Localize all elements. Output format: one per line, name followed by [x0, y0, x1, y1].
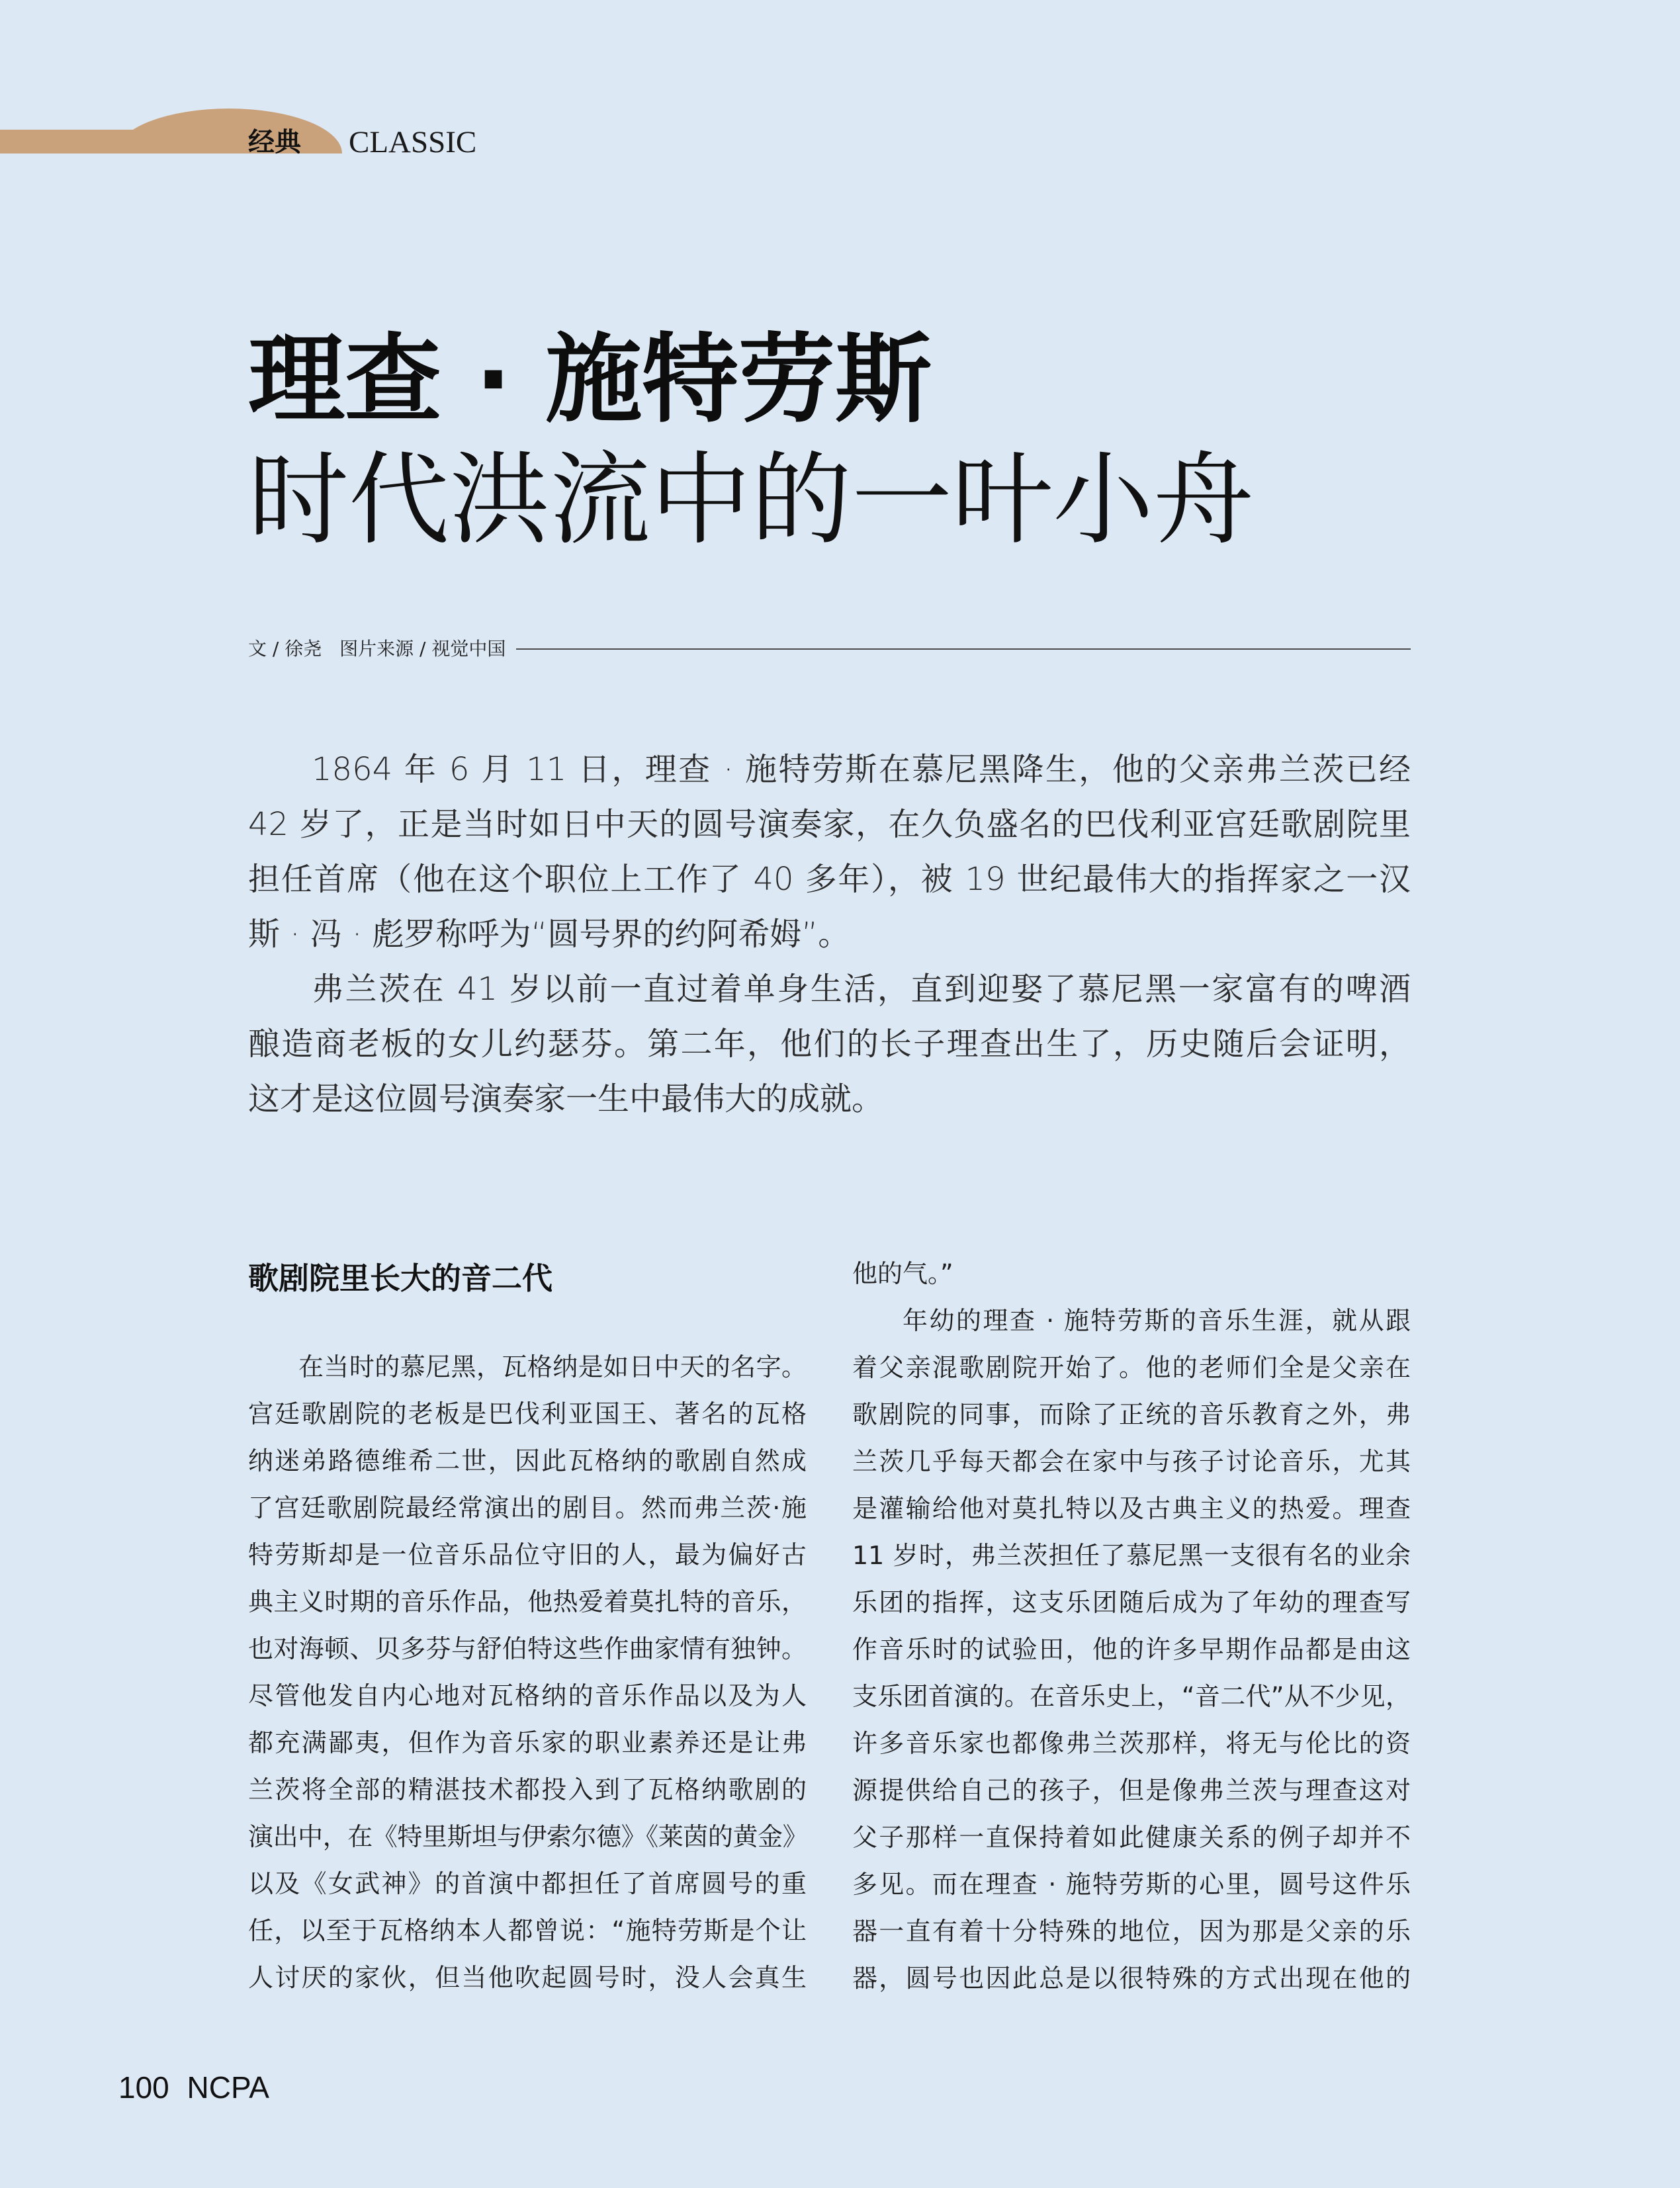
column-2-line: 兰茨几乎每天都会在家中与孩子讨论音乐，尤其 [852, 1447, 1411, 1476]
column-1-line: 演出中，在《特里斯坦与伊索尔德》《莱茵的黄金》 [248, 1822, 807, 1851]
column-1-line: 了宫廷歌剧院最经常演出的剧目。然而弗兰茨·施 [248, 1493, 807, 1522]
column-2-line: 着父亲混歌剧院开始了。他的老师们全是父亲在 [852, 1353, 1411, 1382]
column-2-line: 年幼的理查 · 施特劳斯的音乐生涯，就从跟 [903, 1306, 1411, 1335]
column-2-line: 11 岁时，弗兰茨担任了慕尼黑一支很有名的业余 [852, 1541, 1411, 1570]
column-2-line: 多见。而在理查 · 施特劳斯的心里，圆号这件乐 [852, 1870, 1411, 1899]
column-2-line: 他的气。” [852, 1259, 953, 1288]
byline-photo-credit: 图片来源 / 视觉中国 [339, 638, 506, 660]
column-1-line: 任，以至于瓦格纳本人都曾说：“施特劳斯是个让 [248, 1916, 807, 1945]
column-2-line: 作音乐时的试验田，他的许多早期作品都是由这 [852, 1635, 1411, 1664]
column-2-line: 器一直有着十分特殊的地位，因为那是父亲的乐 [852, 1917, 1411, 1946]
column-1-line: 典主义时期的音乐作品，他热爱着莫扎特的音乐， [248, 1587, 807, 1616]
byline-divider [516, 648, 1411, 650]
intro-line: 斯 · 冯 · 彪罗称呼为“圆号界的约阿希姆”。 [248, 916, 850, 953]
column-1-line: 特劳斯却是一位音乐品位守旧的人，最为偏好古 [248, 1540, 807, 1569]
intro-line: 42 岁了，正是当时如日中天的圆号演奏家，在久负盛名的巴伐利亚宫廷歌剧院里 [248, 806, 1411, 843]
intro-line: 酿造商老板的女儿约瑟芬。第二年，他们的长子理查出生了，历史随后会证明， [248, 1026, 1411, 1063]
page-number: 100 [118, 2070, 169, 2105]
article-subtitle: 时代洪流中的一叶小舟 [248, 441, 1254, 558]
text-column-1 [248, 1344, 807, 2001]
page-footer [118, 2070, 269, 2105]
text-column-2 [852, 1250, 1411, 2002]
column-2-line: 乐团的指挥，这支乐团随后成为了年幼的理查写 [852, 1588, 1411, 1617]
intro [248, 742, 1411, 1127]
intro-line: 弗兰茨在 41 岁以前一直过着单身生活，直到迎娶了慕尼黑一家富有的啤酒 [312, 971, 1411, 1008]
publication-name: NCPA [187, 2070, 269, 2105]
section-name-en: CLASSIC [349, 125, 477, 159]
column-1-line: 在当时的慕尼黑，瓦格纳是如日中天的名字。 [298, 1352, 807, 1381]
intro-line: 担任首席（他在这个职位上工作了 40 多年），被 19 世纪最伟大的指挥家之一汉 [248, 861, 1411, 898]
column-1-line: 以及《女武神》的首演中都担任了首席圆号的重 [248, 1869, 807, 1898]
column-1-line: 人讨厌的家伙，但当他吹起圆号时，没人会真生 [248, 1963, 807, 1992]
column-1-line: 纳迷弟路德维希二世，因此瓦格纳的歌剧自然成 [248, 1446, 807, 1475]
column-2-line: 是灌输给他对莫扎特以及古典主义的热爱。理查 [852, 1494, 1411, 1523]
intro-line: 1864 年 6 月 11 日，理查 · 施特劳斯在慕尼黑降生，他的父亲弗兰茨已经 [312, 751, 1411, 788]
column-2-line: 歌剧院的同事，而除了正统的音乐教育之外，弗 [852, 1400, 1411, 1429]
intro-paragraph [248, 742, 1411, 962]
column-2-line: 父子那样一直保持着如此健康关系的例子却并不 [852, 1823, 1411, 1852]
byline [248, 638, 506, 660]
article-title: 理查 · 施特劳斯 [248, 324, 932, 436]
column-1-line: 也对海顿、贝多芬与舒伯特这些作曲家情有独钟。 [248, 1634, 807, 1663]
column-1-line: 都充满鄙夷，但作为音乐家的职业素养还是让弗 [248, 1728, 807, 1757]
column-1-line: 尽管他发自内心地对瓦格纳的音乐作品以及为人 [248, 1681, 807, 1710]
section-tag-dome [116, 109, 342, 153]
section-tag-graphic [0, 99, 371, 159]
intro-line: 这才是这位圆号演奏家一生中最伟大的成就。 [248, 1080, 884, 1117]
column-1-line: 兰茨将全部的精湛技术都投入到了瓦格纳歌剧的 [248, 1775, 807, 1804]
byline-author: 文 / 徐尧 [248, 638, 322, 660]
column-2-line: 许多音乐家也都像弗兰茨那样，将无与伦比的资 [852, 1729, 1411, 1758]
section-heading: 歌剧院里长大的音二代 [248, 1260, 553, 1296]
column-1-line: 宫廷歌剧院的老板是巴伐利亚国王、著名的瓦格 [248, 1399, 807, 1428]
column-2-line: 器，圆号也因此总是以很特殊的方式出现在他的 [852, 1964, 1411, 1993]
column-2-line: 支乐团首演的。在音乐史上，“音二代”从不少见， [852, 1682, 1411, 1711]
intro-paragraph [248, 962, 1411, 1127]
column-2-line: 源提供给自己的孩子，但是像弗兰茨与理查这对 [852, 1776, 1411, 1805]
section-name-cn: 经典 [248, 127, 301, 157]
